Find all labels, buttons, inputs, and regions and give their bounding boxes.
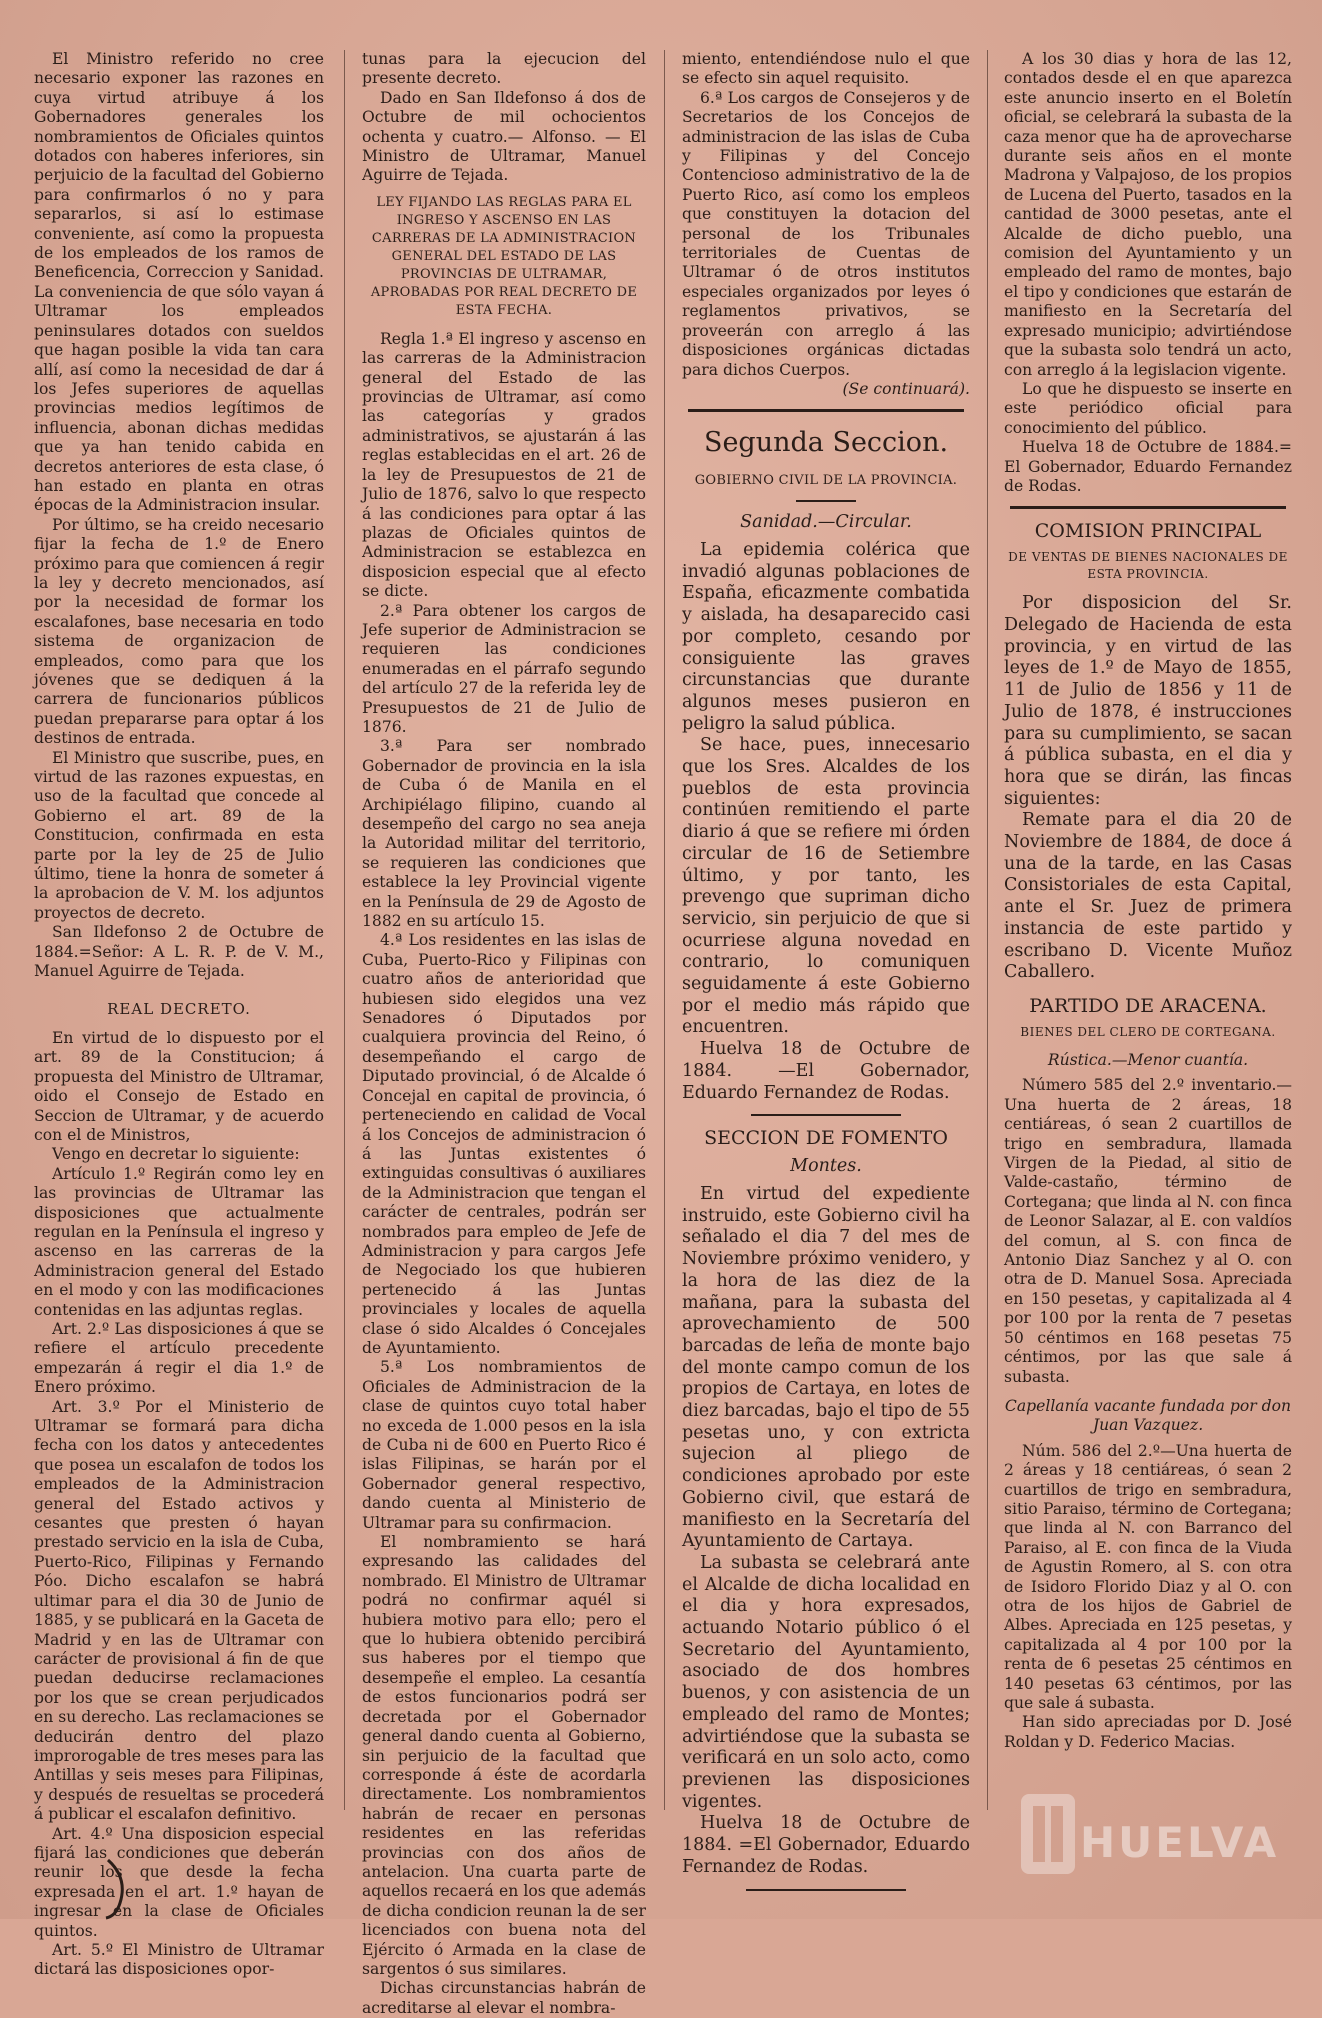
subsection-title: Sanidad.—Circular. bbox=[740, 512, 912, 533]
paragraph: Vengo en decretar lo siguiente: bbox=[52, 1145, 300, 1164]
column-3 bbox=[682, 50, 970, 1877]
rule: 4.ª Los residentes en las islas de Cuba, Puerto-Rico y Filipinas con cuatro años de anterioridad que hubiesen sido elegidos una vez Senadores ó Diputados por cualquiera provincia del Reino, ó desempeñando el cargo de Diputado provincial, ó de Alcalde ó Concejal en capital de provincia, ó perteneciendo en calidad de Vocal á los Concejos de administracion ó á las Juntas existentes ó extinguidas consultivas ó auxiliares de la Administracion que tengan el carácter de centrales, podrán ser nombrados para empleo de Jefe de Administracion y para cargos Jefe de Negociado los que hubieren pertenecido á las Juntas provinciales y locales de aquella clase ó sido Alcaldes ó Concejales de Ayuntamiento. bbox=[362, 931, 646, 1357]
paragraph: Lo que he dispuesto se inserte en este periódico oficial para conocimiento del público. bbox=[1004, 379, 1292, 437]
listing: Núm. 586 del 2.º—Una huerta de 2 áreas y 18 centiáreas, ó sean 2 cuartillos de trigo en sembradura, sitio Paraiso, término de Cortegana; que linda al N. con Barranco del Paraiso, al E. con finca de la Viuda de Agustin Romero, al S. con otra de Isidoro Florido Diaz y al O. con otra de los hijos de Gabriel de Albes. Apreciada en 125 pesetas, y capitalizada al 4 por 100 por la renta de 6 pesetas 25 céntimos en 140 pesetas 63 céntimos, por las que sale á subasta. bbox=[1004, 1441, 1292, 1712]
article: Art. 3.º Por el Ministerio de Ultramar se formará para dicha fecha con los datos y antecedentes que posea un escalafon de todos los empleados de la Administracion general del Estado activos y cesantes que presten ó hayan prestado servicio en la isla de Cuba, Puerto-Rico, Filipinas y Fernando Póo. Dicho escalafon se habrá ultimar para el dia 30 de Junio de 1885, y se publicará en la Gaceta de Madrid y en las de Ultramar con carácter de provisional á fin de que puedan deducirse reclamaciones por los que se crean perjudicados en su derecho. Las reclamaciones se deducirán dentro del plazo improrogable de tres meses para las Antillas y seis meses para Filipinas, y después de resueltas se procederá á publicar el escalafon definitivo. bbox=[34, 1397, 324, 1824]
section-title: Segunda Seccion. bbox=[703, 427, 949, 459]
paragraph: Dichas circunstancias habrán de acreditarse al elevar el nombra- bbox=[362, 1979, 646, 2017]
signature: Huelva 18 de Octubre de 1884. =El Gobernador, Eduardo Fernandez de Rodas. bbox=[682, 1813, 970, 1877]
paragraph: El Ministro que suscribe, pues, en virtud de las razones expuestas, en uso de la facultad que concede al Gobierno el art. 89 de la Constitucion, confirmada en esta parte por la ley de 25 de Julio último, tiene la honra de someter á la aprobacion de V. M. los adjuntos proyectos de decreto. bbox=[34, 748, 324, 922]
subsection-heading: GOBIERNO CIVIL DE LA PROVINCIA. bbox=[694, 473, 958, 489]
article: Art. 4.º Una disposicion especial fijará las condiciones que deberán reunir los que desde la fecha expresada en el art. 1.º hayan de ingresar en la clase de Oficiales quintos. bbox=[34, 1824, 324, 1940]
listing: Número 585 del 2.º inventario.— Una huerta de 2 áreas, 18 centiáreas, ó sean 2 cuartillos de trigo en sembradura, llamada Virgen de la Piedad, al sitio de Valde-castaño, término de Cortegana; que linda al N. con finca de Leonor Salazar, al E. con valdíos del comun, al S. con finca de Antonio Diaz Sanchez y al O. con otra de D. Manuel Sosa. Apreciada en 150 pesetas, y capitalizada al 4 por 100 por la renta de 7 pesetas 50 céntimos en 168 pesetas 75 céntimos, por las que sale á subasta. bbox=[1004, 1076, 1292, 1386]
paragraph: tunas para la ejecucion del presente decreto. bbox=[362, 50, 646, 88]
page-mark bbox=[98, 1858, 138, 1919]
signature: Huelva 18 de Octubre de 1884. —El Gobernador, Eduardo Fernandez de Rodas. bbox=[682, 1039, 970, 1103]
paragraph: El nombramiento se hará expresando las calidades del nombrado. El Ministro de Ultramar podrá no confirmar aquél si hubiera motivo para ello; pero el que lo hubiera obtenido percibirá sus haberes por el tiempo que desempeñe el empleo. La cesantía de estos funcionarios podrá ser decretada por el Gobernador general dando cuenta al Gobierno, sin perjuicio de la facultad que corresponde á éste de acordarla directamente. Los nombramientos habrán de recaer en personas residentes en las referidas provincias con dos años de antelacion. Una cuarta parte de aquellos recaerá en los que además de dicha condicion reunan la de ser licenciados con buena nota del Ejército ó Armada en la clase de sargentos ó sus similares. bbox=[362, 1533, 646, 1978]
article: Artículo 1.º Regirán como ley en las provincias de Ultramar las disposiciones que actualmente regulan en la Península el ingreso y ascenso en las carreras de la Administracion general del Estado en el modo y con las modificaciones contenidas en las adjuntas reglas. bbox=[34, 1164, 324, 1319]
section-heading: COMISION PRINCIPAL bbox=[1034, 520, 1262, 543]
paragraph: A los 30 dias y hora de las 12, contados desde el en que aparezca este anuncio inserto en el Boletín oficial, se celebrará la subasta de la caza menor que ha de aprovecharse durante seis años en el monte Madrona y Valpajoso, de los propios de Lucena del Puerto, tasados en la cantidad de 3000 pesetas, ante el Alcalde de dicho pueblo, una comision del Ayuntamiento y un empleado del ramo de montes, bajo el tipo y condiciones que estarán de manifiesto en la Secretaría del expresado municipio; advirtiéndose que la subasta solo tendrá un acto, con arreglo á la legislacion vigente. bbox=[1004, 50, 1292, 379]
signature: San Ildefonso 2 de Octubre de 1884.=Señor: A L. R. P. de V. M., Manuel Aguirre de Tejada. bbox=[34, 923, 324, 981]
paragraph: Han sido apreciadas por D. José Roldan y D. Federico Macias. bbox=[1004, 1713, 1292, 1751]
paragraph: En virtud de lo dispuesto por el art. 89 de la Constitucion; á propuesta del Ministro de Ultramar, oido el Consejo de Estado en Seccion de Ultramar, y de acuerdo con el de Ministros, bbox=[34, 1028, 324, 1144]
divider bbox=[796, 500, 856, 502]
article: Art. 5.º El Ministro de Ultramar dictará las disposiciones opor- bbox=[34, 1941, 324, 1979]
rule: 6.ª Los cargos de Consejeros y de Secretarios de los Concejos de administracion de las islas de Cuba y Filipinas y del Concejo Contencioso administrativo de la de Puerto Rico, así como los empleos que constituyen la dotacion del personal de los Tribunales territoriales de Cuentas de Ultramar ó de otros institutos especiales organizados por leyes ó reglamentos privativos, se proveerán con arreglo á las disposiciones orgánicas dictadas para dichos Cuerpos. bbox=[682, 88, 970, 379]
signature: Huelva 18 de Octubre de 1884.= El Gobernador, Eduardo Fernandez de Rodas. bbox=[1004, 438, 1292, 495]
rule: 5.ª Los nombramientos de Oficiales de Administracion de la clase de quintos cuyo total haber no exceda de 1.000 pesos en la isla de Cuba ni de 600 en Puerto Rico é islas Filipinas, se harán por el Gobernador general respectivo, dando cuenta al Ministerio de Ultramar para su confirmacion. bbox=[362, 1358, 646, 1532]
section-heading: SECCION DE FOMENTO bbox=[704, 1127, 948, 1150]
law-heading: LEY FIJANDO LAS REGLAS PARA EL INGRESO Y ASCENSO EN LAS CARRERAS DE LA ADMINISTRACION GENERAL DEL ESTADO DE LAS PROVINCIAS DE ULTRAMAR, APROBADAS POR REAL DECRETO DE ESTA FECHA. bbox=[370, 194, 638, 318]
divider bbox=[688, 409, 964, 412]
divider bbox=[746, 1889, 906, 1891]
subsection-title: Montes. bbox=[790, 1156, 862, 1177]
divider bbox=[1010, 506, 1286, 509]
column-rule bbox=[344, 50, 345, 1810]
column-4 bbox=[1004, 50, 1292, 1870]
divider bbox=[751, 1114, 901, 1116]
section-heading: REAL DECRETO. bbox=[107, 999, 251, 1018]
subsection-title: Rústica.—Menor cuantía. bbox=[1047, 1051, 1249, 1069]
section-heading: PARTIDO DE ARACENA. bbox=[1029, 995, 1267, 1017]
rule: 3.ª Para ser nombrado Gobernador de provincia en la isla de Cuba ó de Manila en el Archipiélago filipino, cuando al desempeño del cargo no sea aneja la Autoridad militar del territorio, se requieren las condiciones que establece la ley Provincial vigente en la Península de 29 de Agosto de 1882 en su artículo 15. bbox=[362, 737, 646, 931]
section-subheading: DE VENTAS DE BIENES NACIONALES DE ESTA PROVINCIA. bbox=[1008, 550, 1288, 582]
watermark-text: HUELVA bbox=[1080, 1818, 1280, 1867]
continued-note: (Se continuará). bbox=[842, 379, 970, 398]
paragraph: Remate para el dia 20 de Noviembre de 1884, de doce á una de la tarde, en las Casas Consistoriales de esta Capital, ante el Sr. Juez de primera instancia de este partido y escribano D. Vicente Muñoz Caballero. bbox=[1004, 810, 1292, 983]
paragraph: Dado en San Ildefonso á dos de Octubre de mil ochocientos ochenta y cuatro.— Alfonso. — El Ministro de Ultramar, Manuel Aguirre de Tejada. bbox=[362, 88, 646, 185]
rule: 2.ª Para obtener los cargos de Jefe superior de Administracion se requieren las condiciones enumeradas en el párrafo segundo del artículo 27 de la referida ley de Presupuestos de 21 de Julio de 1876. bbox=[362, 601, 646, 736]
column-rule bbox=[664, 50, 665, 1810]
paragraph: La epidemia colérica que invadió algunas poblaciones de España, eficazmente combatida y aislada, ha desaparecido casi por completo, cesando por consiguiente las graves circunstancias que durante algunos meses pusieron en peligro la salud pública. bbox=[682, 540, 970, 734]
rule: Regla 1.ª El ingreso y ascenso en las carreras de la Administracion general del Estado de las provincias de Ultramar, así como las categorías y grados administrativos, se ajustarán á las reglas establecidas en el art. 26 de la ley de Presupuestos de 21 de Julio de 1876, salvo lo que respecto á las condiciones para optar á las plazas de Oficiales quintos de Administracion se establezca en disposicion especial que al efecto se dicte. bbox=[362, 329, 646, 601]
subsection-heading: BIENES DEL CLERO DE CORTEGANA. bbox=[1020, 1025, 1276, 1039]
paragraph: La subasta se celebrará ante el Alcalde de dicha localidad en el dia y hora expresados, actuando Notario público ó el Secretario del Ayuntamiento, asociado de dos hombres buenos, y con asistencia de un empleado del ramo de Montes; advirtiéndose que la subasta se verificará en un solo acto, como previenen las disposiciones vigentes. bbox=[682, 1552, 970, 1812]
article: Art. 2.º Las disposiciones á que se refiere el artículo precedente empezarán á regir el dia 1.º de Enero próximo. bbox=[34, 1320, 324, 1397]
paragraph: El Ministro referido no cree necesario exponer las razones en cuya virtud atribuye á los Gobernadores generales los nombramientos de Oficiales quintos dotados con haberes inferiores, sin perjuicio de la facultad del Gobierno para confirmarlos ó no y para separarlos, si así lo estimase conveniente, así como la propuesta de los empleados de los ramos de Beneficencia, Correccion y Sanidad. La conveniencia de que sólo vayan á Ultramar los empleados peninsulares dotados con sueldos que hagan posible la vida tan cara allí, así como la necesidad de dar á los Jefes superiores de aquellas provincias medios legítimos de influencia, abonan dichas medidas que ya han tenido cabida en decretos anteriores de esta clase, ó han estado en planta en otras épocas de la Administracion insular. bbox=[34, 50, 324, 515]
paragraph: Se hace, pues, innecesario que los Sres. Alcaldes de los pueblos de esta provincia continúen remitiendo el parte diario á que se refiere mi órden circular de 16 de Setiembre último, y por tanto, les prevengo que supriman dicho servicio, sin perjuicio de que si ocurriese alguna novedad en contrario, lo comuniquen seguidamente á este Gobierno por el medio más rápido que encuentren. bbox=[682, 735, 970, 1038]
column-rule bbox=[987, 50, 988, 1810]
paragraph: Por disposicion del Sr. Delegado de Hacienda de esta provincia, y en virtud de las leyes de 1.º de Mayo de 1855, 11 de Julio de 1856 y 11 de Julio de 1878, é instrucciones para su cumplimiento, se sacan á pública subasta, en el dia y hora que se dirán, las fincas siguientes: bbox=[1004, 593, 1292, 809]
paragraph: Por último, se ha creido necesario fijar la fecha de 1.º de Enero próximo para que comiencen á regir la ley y decreto mencionados, así por la necesidad de formar los escalafones, base necesaria en todo sistema de organizacion de empleados, como para que los jóvenes que se dediquen á la carrera de funcionarios públicos puedan prepararse para optar á los destinos de entrada. bbox=[34, 515, 324, 748]
subsection-title: Capellanía vacante fundada por don Juan Vazquez. bbox=[1004, 1396, 1292, 1435]
column-1 bbox=[34, 50, 324, 1979]
paragraph: miento, entendiéndose nulo el que se efecto sin aquel requisito. bbox=[682, 50, 970, 88]
column-2 bbox=[362, 50, 646, 2017]
paragraph: En virtud del expediente instruido, este Gobierno civil ha señalado el dia 7 del mes de Noviembre próximo venidero, y la hora de las diez de la mañana, para la subasta del aprovechamiento de 500 barcadas de leña de monte bajo del monte campo comun de los propios de Cartaya, en lotes de diez barcadas, bajo el tipo de 55 pesetas uno, y con extricta sujecion al pliego de condiciones aprobado por este Gobierno civil, que estará de manifiesto en la Secretaría del Ayuntamiento de Cartaya. bbox=[682, 1184, 970, 1552]
